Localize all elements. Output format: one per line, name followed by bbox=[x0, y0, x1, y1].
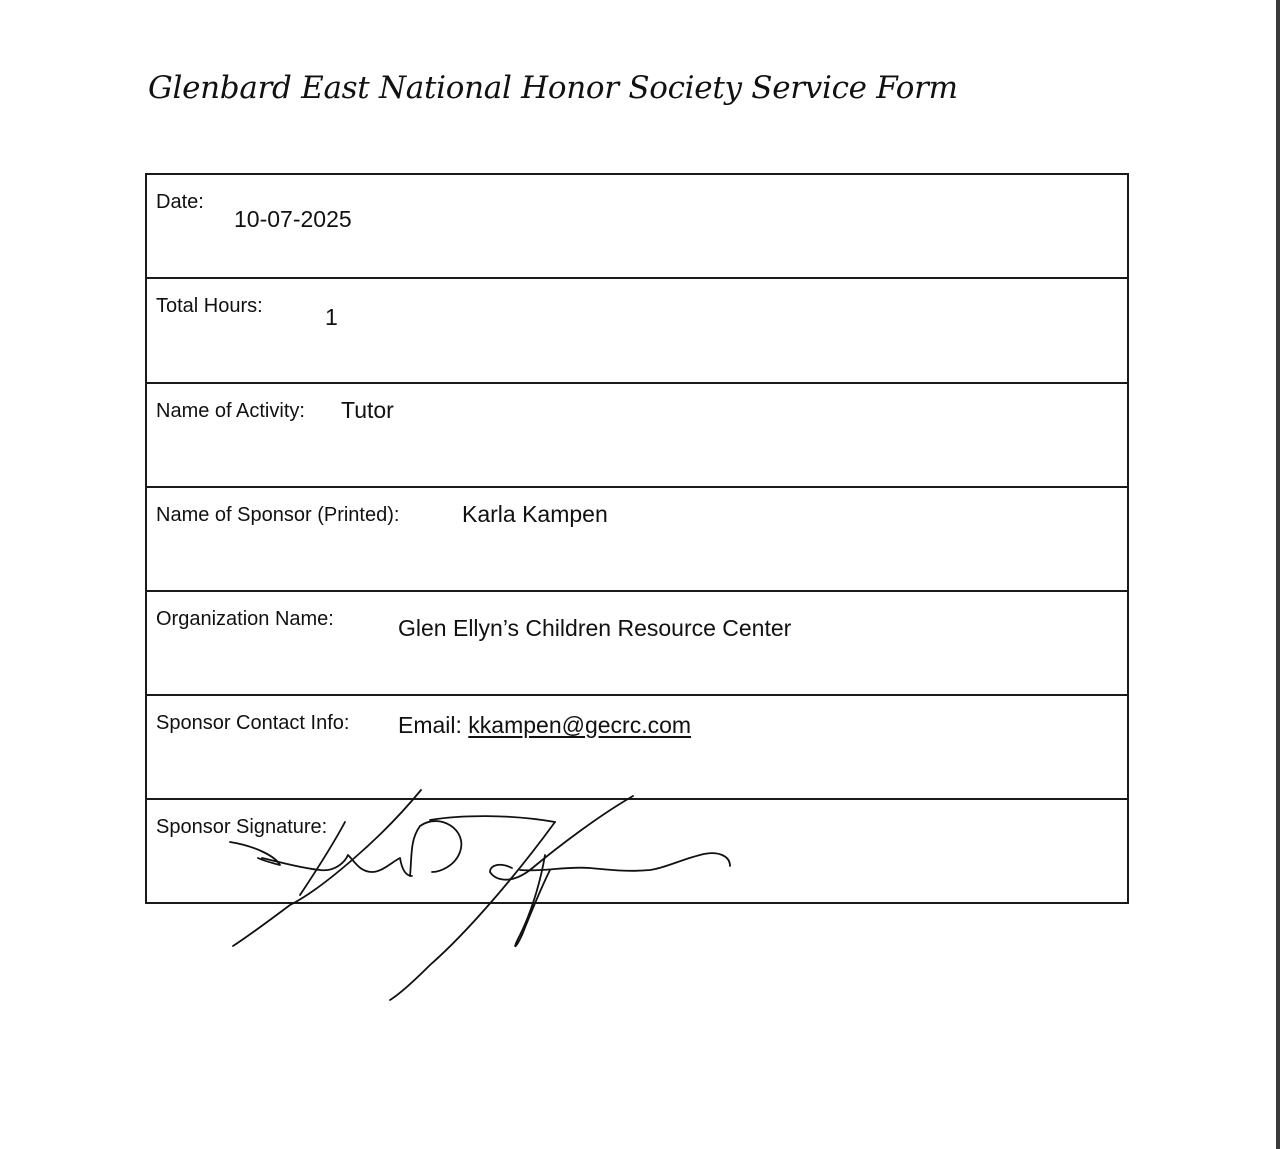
form-title: Glenbard East National Honor Society Service Form bbox=[148, 70, 958, 106]
row-date bbox=[147, 175, 1127, 279]
row-contact bbox=[147, 696, 1127, 800]
date-value: 10-07-2025 bbox=[234, 206, 352, 232]
sponsor-name-value: Karla Kampen bbox=[462, 501, 608, 527]
row-total-hours bbox=[147, 279, 1127, 384]
contact-value bbox=[398, 712, 691, 739]
row-activity bbox=[147, 384, 1127, 488]
total-hours-label: Total Hours: bbox=[156, 295, 263, 317]
organization-value: Glen Ellyn’s Children Resource Center bbox=[398, 615, 792, 641]
signature-label: Sponsor Signature: bbox=[156, 816, 328, 838]
activity-value: Tutor bbox=[341, 397, 394, 423]
row-signature bbox=[147, 800, 1127, 902]
contact-label: Sponsor Contact Info: bbox=[156, 712, 350, 734]
service-form-table bbox=[145, 173, 1129, 904]
total-hours-value: 1 bbox=[325, 304, 338, 330]
organization-label: Organization Name: bbox=[156, 608, 334, 630]
sponsor-name-label: Name of Sponsor (Printed): bbox=[156, 504, 400, 526]
email-link[interactable]: kkampen@gecrc.com bbox=[468, 712, 692, 738]
page-edge bbox=[1276, 0, 1280, 1149]
activity-label: Name of Activity: bbox=[156, 400, 305, 422]
row-sponsor-name bbox=[147, 488, 1127, 592]
row-organization bbox=[147, 592, 1127, 696]
email-prefix: Email: bbox=[398, 712, 469, 738]
date-label: Date: bbox=[156, 191, 204, 213]
